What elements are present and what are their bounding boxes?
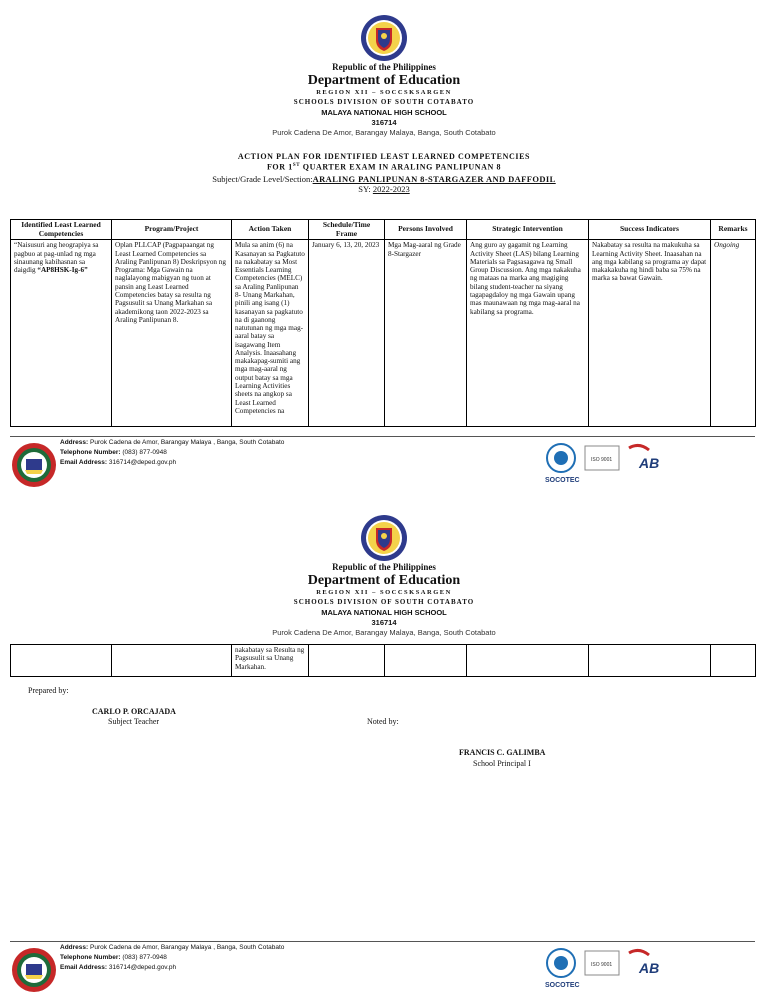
noted-by-label: Noted by: xyxy=(367,717,399,726)
republic-text: Republic of the Philippines xyxy=(332,562,436,572)
certification-badges-icon xyxy=(543,945,667,989)
page-2 xyxy=(0,500,768,1006)
cert-socotec-text: SOCOTEC xyxy=(545,982,580,989)
page-footer xyxy=(0,941,768,1001)
action-cell: nakabatay sa Resulta ng Pagsusulit sa Unang Markahan. xyxy=(232,645,309,677)
school-logo-icon xyxy=(11,947,57,993)
region-text: REGION XII – SOCCSKSARGEN xyxy=(316,89,452,96)
strategy-cell: Ang guro ay gagamit ng Learning Activity Sheet (LAS) bilang Learning Materials sa Pagsasagawa ng Small Group Discussion. Ang mga nakakuha ng mataas na marka ang magiging bilang student-teacher na siyang tagapagdaloy ng mga Gawain upang mas maunawaan ng mga mag-aaral na kabilang sa programa. xyxy=(467,240,589,427)
deped-seal-icon xyxy=(360,14,408,62)
remarks-cell xyxy=(711,645,756,677)
teacher-name: CARLO P. ORCAJADA xyxy=(92,707,176,716)
strategy-cell xyxy=(467,645,589,677)
republic-text: Republic of the Philippines xyxy=(332,62,436,72)
column-header: Success Indicators xyxy=(589,220,711,240)
principal-name: FRANCIS C. GALIMBA xyxy=(459,748,546,757)
competency-cell xyxy=(11,645,112,677)
division-text: SCHOOLS DIVISION OF SOUTH COTABATO xyxy=(293,98,475,106)
schedule-cell xyxy=(309,645,385,677)
success-cell: Nakabatay sa resulta na makukuha sa Learning Activity Sheet. Inaasahan na ang mga kabilang sa programa ay dapat makakakuha ng hindi baba sa 75% na marka sa bawat Gawain. xyxy=(589,240,711,427)
column-header: Identified Least Learned Competencies xyxy=(11,220,112,240)
school-address: Purok Cadena De Amor, Barangay Malaya, Banga, South Cotabato xyxy=(272,128,496,137)
success-cell xyxy=(589,645,711,677)
column-header: Program/Project xyxy=(112,220,232,240)
certification-badges-icon xyxy=(543,440,667,484)
school-id: 316714 xyxy=(371,118,397,127)
cert-ab-text: AB xyxy=(639,455,660,471)
column-header: Persons Involved xyxy=(385,220,467,240)
department-title: Department of Education xyxy=(307,73,461,88)
plan-subtitle: FOR 1ST QUARTER EXAM IN ARALING PANLIPUNAN 8 xyxy=(266,162,502,172)
school-address: Purok Cadena De Amor, Barangay Malaya, Banga, South Cotabato xyxy=(272,628,496,637)
table-row xyxy=(11,240,756,427)
action-plan-table-continued xyxy=(10,644,756,677)
teacher-role: Subject Teacher xyxy=(108,717,160,726)
footer-contact: Address: Purok Cadena de Amor, Barangay Malaya , Banga, South Cotabato Telephone Number: (083) 877-0948 Email Address: 316714@deped.gov.ph xyxy=(60,944,285,971)
plan-title: ACTION PLAN FOR IDENTIFIED LEAST LEARNED COMPETENCIES xyxy=(237,152,531,161)
action-plan-table xyxy=(10,219,756,427)
persons-cell: Mga Mag-aaral ng Grade 8-Stargazer xyxy=(385,240,467,427)
cert-ab-text: AB xyxy=(639,960,660,976)
cert-socotec-text: SOCOTEC xyxy=(545,477,580,484)
program-cell: Oplan PLLCAP (Pagpapaangat ng Least Learned Competencies sa Araling Panlipunan 8) Deskripsyon ng Programa: Mga Gawain na naglalayong mabigyan ng tuon at pansin ang Least Learned Competencies batay sa resulta ng Pagsusulit sa Unang Markahan sa akademikong taon 2022-2023 sa Araling Panlipunan 8. xyxy=(112,240,232,427)
deped-seal-icon xyxy=(360,514,408,562)
school-name: MALAYA NATIONAL HIGH SCHOOL xyxy=(321,608,447,617)
school-year: SY: 2022-2023 xyxy=(358,184,410,194)
remarks-cell: Ongoing xyxy=(711,240,756,427)
subject-line: Subject/Grade Level/Section:ARALING PANLIPUNAN 8-STARGAZER AND DAFFODIL xyxy=(212,174,556,184)
page-1 xyxy=(0,0,768,494)
action-cell: Mula sa anim (6) na Kasanayan sa Pagkatuto na nakabatay sa Most Essentials Learning Competencies (MELC) sa Araling Panlipunan 8- Unang Markahan, pinili ang isang (1) kasanayan sa pagkatuto na di gaanong natutunan ng mga mag-aaral batay sa isagawang Item Analysis. Inaasahang makakapag-sumiti ang mga mag-aaral ng output batay sa mga Learning Activities sheets na angkop sa Least Learned Competencies na xyxy=(232,240,309,427)
persons-cell xyxy=(385,645,467,677)
footer-contact: Address: Purok Cadena de Amor, Barangay Malaya , Banga, South Cotabato Telephone Number: (083) 877-0948 Email Address: 316714@deped.gov.ph xyxy=(60,439,285,466)
column-header: Strategic Intervention xyxy=(467,220,589,240)
schedule-cell: January 6, 13, 20, 2023 xyxy=(309,240,385,427)
division-text: SCHOOLS DIVISION OF SOUTH COTABATO xyxy=(293,598,475,606)
column-header: Action Taken xyxy=(232,220,309,240)
school-logo-icon xyxy=(11,442,57,488)
footer-divider xyxy=(10,941,755,942)
competency-cell: “Naisusuri ang heograpiya sa pagbuo at pag-unlad ng mga sinaunang kabihasnan sa daigdig “AP8HSK-Ig-6” xyxy=(11,240,112,427)
region-text: REGION XII – SOCCSKSARGEN xyxy=(316,589,452,596)
column-header: Remarks xyxy=(711,220,756,240)
footer-divider xyxy=(10,436,755,437)
cert-iso-text: ISO 9001 xyxy=(591,457,613,463)
school-name: MALAYA NATIONAL HIGH SCHOOL xyxy=(321,108,447,117)
column-header: Schedule/Time Frame xyxy=(309,220,385,240)
page-footer xyxy=(0,436,768,496)
department-title: Department of Education xyxy=(307,573,461,588)
school-id: 316714 xyxy=(371,618,397,627)
table-header-row xyxy=(11,220,756,240)
table-row xyxy=(11,645,756,677)
program-cell xyxy=(112,645,232,677)
cert-iso-text: ISO 9001 xyxy=(591,962,613,968)
principal-role: School Principal I xyxy=(473,759,531,768)
prepared-by-label: Prepared by: xyxy=(28,686,69,695)
